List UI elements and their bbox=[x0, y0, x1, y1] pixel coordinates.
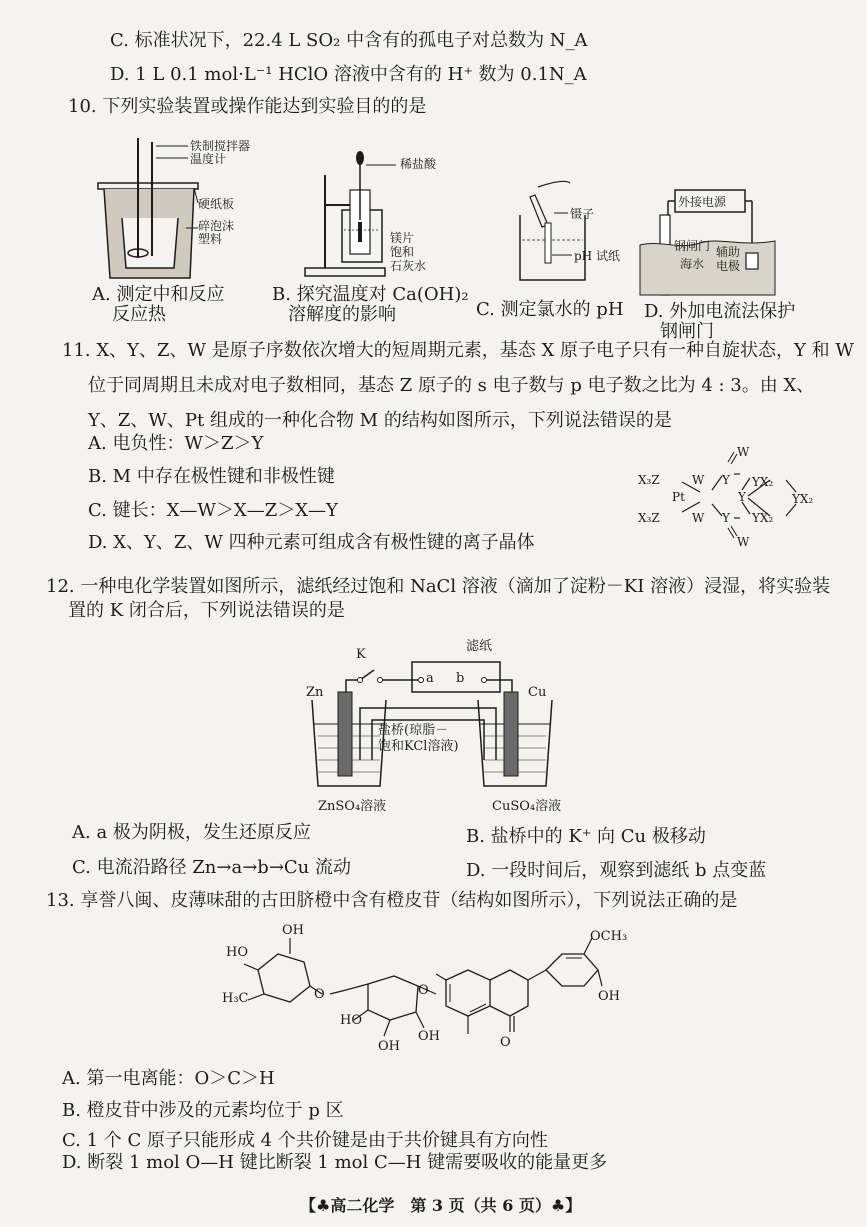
label-dilute-hcl: 稀盐酸 bbox=[400, 157, 437, 171]
q10-caption-a-2: 反应热 bbox=[112, 304, 166, 325]
label-seawater: 海水 bbox=[680, 257, 705, 271]
q12-stem-1: 12. 一种电化学装置如图所示，滤纸经过饱和 NaCl 溶液（滴加了淀粉－KI 溶液）浸湿，将实验装 bbox=[46, 576, 831, 597]
q12-label-b: b bbox=[456, 671, 465, 686]
q12-label-cuso4: CuSO₄溶液 bbox=[492, 799, 562, 814]
q9-option-c: C. 标准状况下，22.4 L SO₂ 中含有的孤电子对总数为 N_A bbox=[110, 30, 588, 51]
q10-caption-b-1: B. 探究温度对 Ca(OH)₂ bbox=[272, 284, 469, 305]
q11-option-c: C. 键长：X—W＞X—Z＞X—Y bbox=[88, 500, 338, 521]
label-external-power: 外接电源 bbox=[678, 195, 727, 209]
q11-atom-y-lower: Y bbox=[722, 511, 730, 525]
q12-label-znso4: ZnSO₄溶液 bbox=[318, 799, 387, 814]
q10-caption-d-1: D. 外加电流法保护 bbox=[644, 301, 796, 322]
q11-option-b: B. M 中存在极性键和非极性键 bbox=[88, 466, 335, 487]
q11-atom-w-lower: W bbox=[692, 511, 705, 525]
q10-caption-a-1: A. 测定中和反应 bbox=[92, 284, 225, 305]
q10-caption-c: C. 测定氯水的 pH bbox=[476, 299, 624, 320]
q11-atom-x3z-bottom: X₃Z bbox=[638, 511, 660, 525]
q11-option-d: D. X、Y、Z、W 四种元素可组成含有极性键的离子晶体 bbox=[88, 532, 535, 553]
q13-label-h3c: H₃C bbox=[222, 991, 249, 1006]
q11-atom-yx2-upper: YX₂ bbox=[752, 475, 774, 489]
label-auxiliary: 辅助 bbox=[716, 245, 741, 259]
label-cardboard: 硬纸板 bbox=[198, 197, 235, 211]
q12-label-cu: Cu bbox=[528, 685, 547, 700]
q13-label-oh-top: OH bbox=[282, 923, 304, 938]
q11-stem-3: Y、Z、W、Pt 组成的一种化合物 M 的结构如图所示，下列说法错误的是 bbox=[88, 410, 672, 431]
q12-stem-2: 置的 K 闭合后，下列说法错误的是 bbox=[68, 600, 345, 621]
q13-label-oh-3: OH bbox=[378, 1039, 400, 1054]
q12-label-filter-paper: 滤纸 bbox=[466, 639, 493, 654]
q11-atom-x3z-top: X₃Z bbox=[638, 473, 660, 487]
q11-stem-1: 11. X、Y、Z、W 是原子序数依次增大的短周期元素，基态 X 原子电子只有一种自旋状态，Y 和 W bbox=[62, 340, 854, 361]
q12-label-a: a bbox=[426, 671, 434, 686]
q12-option-d: D. 一段时间后，观察到滤纸 b 点变蓝 bbox=[466, 860, 767, 881]
q12-option-b: B. 盐桥中的 K⁺ 向 Cu 极移动 bbox=[466, 826, 706, 847]
q11-option-a: A. 电负性：W＞Z＞Y bbox=[88, 433, 264, 454]
q13-label-o-link2: O bbox=[418, 983, 429, 998]
q11-atom-pt: Pt bbox=[672, 490, 685, 504]
q11-atom-y-center: Y bbox=[738, 490, 746, 504]
q13-label-ho-2: HO bbox=[340, 1013, 362, 1028]
q13-label-och3: OCH₃ bbox=[590, 929, 628, 944]
label-steel-gate: 钢闸门 bbox=[674, 239, 711, 253]
q10-caption-b-2: 溶解度的影响 bbox=[288, 304, 396, 325]
q10-stem: 10. 下列实验装置或操作能达到实验目的的是 bbox=[68, 96, 427, 117]
q11-stem-2: 位于同周期且未成对电子数相同，基态 Z 原子的 s 电子数与 p 电子数之比为 4 : 3。由 X、 bbox=[88, 375, 815, 396]
label-saturated: 饱和 bbox=[390, 245, 415, 259]
q12-label-salt-bridge-2: 饱和KCl溶液) bbox=[378, 739, 459, 754]
q13-option-b: B. 橙皮苷中涉及的元素均位于 p 区 bbox=[62, 1100, 344, 1121]
q12-label-salt-bridge-1: 盐桥(琼脂－ bbox=[378, 723, 449, 738]
q13-option-a: A. 第一电离能：O＞C＞H bbox=[62, 1068, 275, 1089]
label-thermometer: 温度计 bbox=[190, 152, 227, 166]
q11-atom-w-top: W bbox=[737, 445, 750, 459]
q12-label-zn: Zn bbox=[306, 685, 324, 700]
label-electrode: 电极 bbox=[716, 259, 741, 273]
q10-caption-d-2: 钢闸门 bbox=[660, 321, 714, 342]
q13-label-oh-b: OH bbox=[598, 989, 620, 1004]
label-foam: 碎泡沫 bbox=[198, 219, 235, 233]
q11-atom-yx2-lower: YX₂ bbox=[752, 511, 774, 525]
q12-label-switch-k: K bbox=[356, 647, 366, 662]
q13-option-c: C. 1 个 C 原子只能形成 4 个共价键是由于共价键具有方向性 bbox=[62, 1130, 548, 1151]
label-limewater: 石灰水 bbox=[390, 259, 427, 273]
q13-option-d: D. 断裂 1 mol O—H 键比断裂 1 mol C—H 键需要吸收的能量更多 bbox=[62, 1152, 608, 1173]
q13-label-o-link1: O bbox=[314, 987, 325, 1002]
label-plastic: 塑料 bbox=[198, 232, 223, 246]
label-tweezers: 镊子 bbox=[570, 207, 595, 221]
q12-option-c: C. 电流沿路径 Zn→a→b→Cu 流动 bbox=[72, 857, 351, 878]
label-ph-paper: pH 试纸 bbox=[574, 249, 620, 263]
q12-option-a: A. a 极为阴极，发生还原反应 bbox=[72, 822, 311, 843]
q13-label-oh-4: OH bbox=[418, 1029, 440, 1044]
q13-label-o-carbonyl: O bbox=[500, 1035, 511, 1050]
q11-atom-yx2-right: YX₂ bbox=[792, 492, 814, 506]
q9-option-d: D. 1 L 0.1 mol·L⁻¹ HClO 溶液中含有的 H⁺ 数为 0.1N_A bbox=[110, 64, 587, 85]
label-mg: 镁片 bbox=[390, 231, 415, 245]
q11-atom-y-upper: Y bbox=[722, 473, 730, 487]
q11-atom-w-bottom: W bbox=[737, 535, 750, 549]
page-footer: 【♣高二化学 第 3 页（共 6 页）♣】 bbox=[300, 1196, 582, 1215]
q13-stem: 13. 享誉八闽、皮薄味甜的古田脐橙中含有橙皮苷（结构如图所示），下列说法正确的是 bbox=[46, 890, 738, 911]
q13-label-ho: HO bbox=[226, 945, 248, 960]
q10-figure-c bbox=[490, 175, 610, 285]
q11-atom-w-upper: W bbox=[692, 473, 705, 487]
label-iron-stirrer: 铁制搅拌器 bbox=[190, 139, 251, 153]
q12-apparatus bbox=[300, 640, 590, 800]
